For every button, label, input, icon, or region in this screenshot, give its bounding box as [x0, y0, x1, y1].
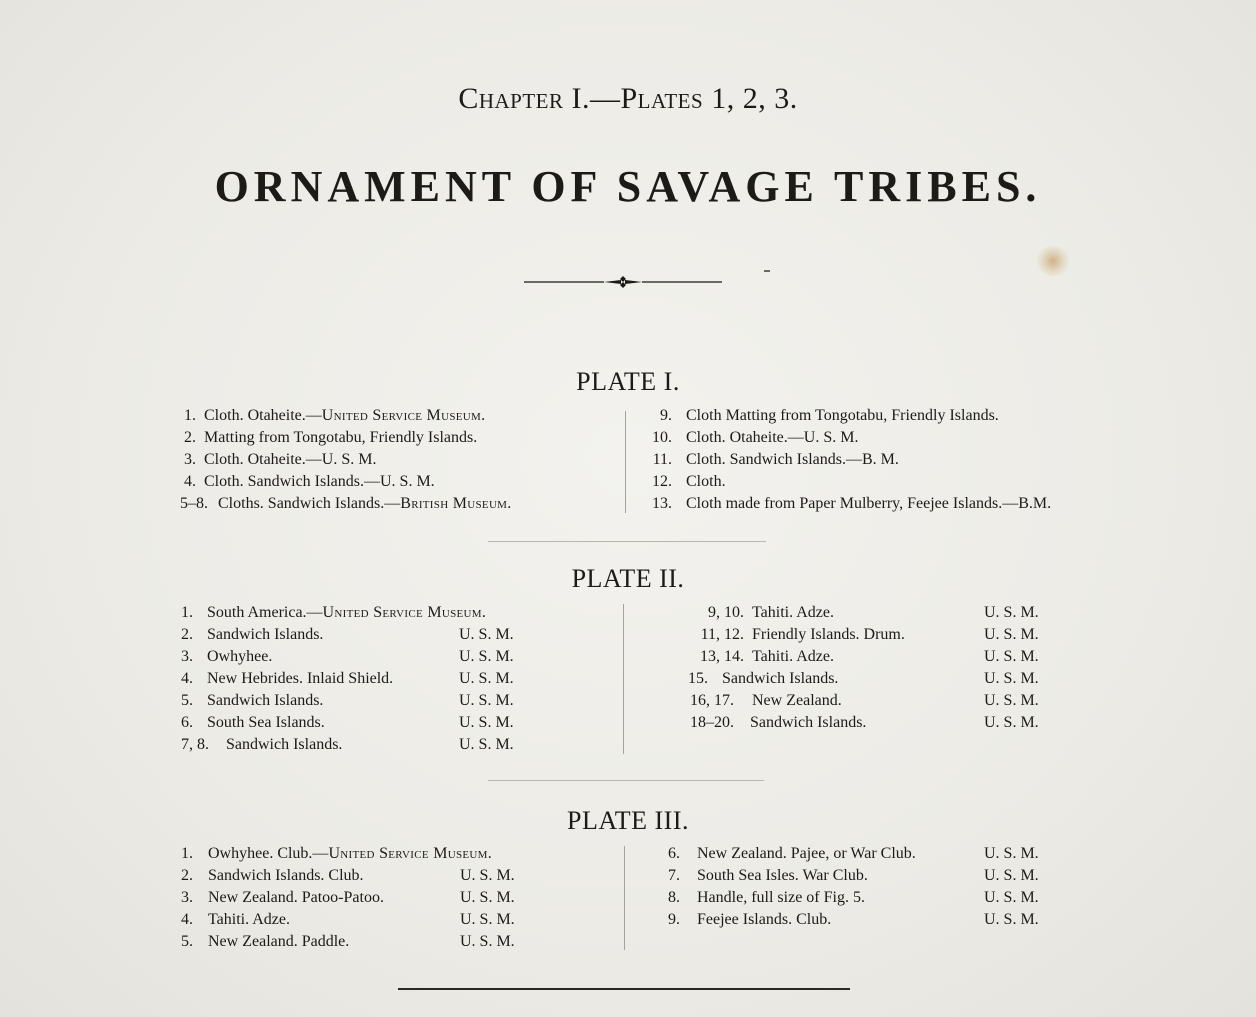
item-number: 18–20. [690, 714, 734, 731]
item-text: Friendly Islands. Drum. [752, 626, 905, 643]
item-text: Cloth. Otaheite.—U. S. M. [686, 429, 859, 446]
plate-3-item [177, 865, 537, 887]
page-title: ORNAMENT OF SAVAGE TRIBES. [214, 162, 1042, 211]
item-text: Sandwich Islands. [207, 692, 324, 709]
plate-2-item [680, 624, 1070, 646]
item-location: U. S. M. [984, 867, 1039, 884]
plate-2-column-divider [623, 604, 624, 754]
plate-3-item [666, 843, 1066, 865]
item-location: U. S. M. [984, 714, 1039, 731]
item-text: Cloths. Sandwich Islands.— [218, 495, 401, 512]
plate-2-item [177, 712, 537, 734]
item-text: South Sea Isles. War Club. [697, 867, 868, 884]
plate-1-heading: PLATE I. [576, 367, 680, 396]
plate-3-column-divider [624, 846, 625, 950]
item-number: 4. [181, 911, 193, 928]
item-number: 2. [181, 867, 193, 884]
section-separator [488, 541, 766, 542]
item-location: U. S. M. [459, 626, 514, 643]
item-number: 4. [181, 670, 193, 687]
item-number: 5–8. [180, 495, 208, 512]
plate-3-heading: PLATE III. [567, 806, 689, 835]
item-location: U. S. M. [984, 889, 1039, 906]
item-text: Cloth Matting from Tongotabu, Friendly Islands. [686, 407, 999, 424]
item-location: U. S. M. [984, 670, 1039, 687]
item-text: New Zealand. [752, 692, 842, 709]
plate-3-item [666, 909, 1066, 931]
item-number: 10. [652, 429, 672, 446]
item-number: 13, 14. [700, 648, 744, 665]
item-text: Sandwich Islands. [750, 714, 867, 731]
item-location: U. S. M. [459, 714, 514, 731]
item-number: 11, 12. [700, 626, 744, 643]
item-text: South Sea Islands. [207, 714, 325, 731]
plate-2-item [177, 624, 537, 646]
item-text: Feejee Islands. Club. [697, 911, 832, 928]
item-number: 3. [184, 451, 196, 468]
item-source: United Service Museum. [328, 845, 493, 862]
item-text: Cloth made from Paper Mulberry, Feejee Islands.—B.M. [686, 495, 1052, 512]
paper-speck [764, 270, 770, 272]
item-text: Cloth. Otaheite.—U. S. M. [204, 451, 377, 468]
item-number: 8. [668, 889, 680, 906]
item-location: U. S. M. [984, 648, 1039, 665]
chapter-word: Chapter [458, 82, 564, 115]
item-number: 11. [652, 451, 672, 468]
plate-2-item [177, 690, 537, 712]
item-location: U. S. M. [459, 692, 514, 709]
section-separator [488, 780, 764, 781]
item-text: Sandwich Islands. [226, 736, 343, 753]
item-number: 9. [668, 911, 680, 928]
item-text: New Zealand. Paddle. [208, 933, 350, 950]
item-location: U. S. M. [459, 670, 514, 687]
item-text: Tahiti. Adze. [752, 604, 834, 621]
closing-rule [398, 988, 850, 990]
item-number: 16, 17. [690, 692, 734, 709]
item-text: Sandwich Islands. [207, 626, 324, 643]
item-text: Cloth. Sandwich Islands.—U. S. M. [204, 473, 435, 490]
item-text: Cloth. Otaheite.— [204, 407, 322, 424]
item-number: 3. [181, 648, 193, 665]
item-source: United Service Museum. [321, 407, 486, 424]
plate-2-item [680, 646, 1070, 668]
item-location: U. S. M. [984, 626, 1039, 643]
item-number: 15. [688, 670, 708, 687]
plate-2-item [680, 602, 1070, 624]
item-text: New Hebrides. Inlaid Shield. [207, 670, 394, 687]
plate-2-item [680, 712, 1070, 734]
plate-3-item [666, 865, 1066, 887]
item-location: U. S. M. [984, 911, 1039, 928]
item-source: United Service Museum. [322, 604, 487, 621]
item-number: 9. [660, 407, 672, 424]
item-text: Sandwich Islands. [722, 670, 839, 687]
item-number: 7, 8. [181, 736, 209, 753]
plate-2-item [177, 668, 537, 690]
item-number: 3. [181, 889, 193, 906]
item-number: 13. [652, 495, 672, 512]
paper-stain [1036, 246, 1070, 276]
item-number: 5. [181, 933, 193, 950]
item-text: Cloth. Sandwich Islands.—B. M. [686, 451, 899, 468]
item-text: Tahiti. Adze. [208, 911, 290, 928]
item-number: 9, 10. [708, 604, 744, 621]
item-source: British Museum. [400, 495, 512, 512]
item-text: Owhyhee. Club.— [208, 845, 329, 862]
item-text: New Zealand. Patoo-Patoo. [208, 889, 384, 906]
plate-3-item [666, 887, 1066, 909]
item-text: Tahiti. Adze. [752, 648, 834, 665]
plate-2-item [177, 734, 537, 756]
item-location: U. S. M. [460, 889, 515, 906]
plate-3-item [177, 909, 537, 931]
item-number: 2. [184, 429, 196, 446]
item-location: U. S. M. [460, 933, 515, 950]
item-number: 4. [184, 473, 196, 490]
item-number: 2. [181, 626, 193, 643]
plate-3-item [177, 887, 537, 909]
item-location: U. S. M. [984, 845, 1039, 862]
plates-numbers: 1, 2, 3. [711, 82, 798, 115]
item-number: 1. [181, 604, 193, 621]
item-location: U. S. M. [459, 648, 514, 665]
plate-1-column-divider [625, 411, 626, 513]
item-location: U. S. M. [459, 736, 514, 753]
item-number: 6. [181, 714, 193, 731]
item-number: 1. [181, 845, 193, 862]
item-text: Sandwich Islands. Club. [208, 867, 364, 884]
item-location: U. S. M. [984, 604, 1039, 621]
item-location: U. S. M. [460, 911, 515, 928]
item-text: Matting from Tongotabu, Friendly Islands. [204, 429, 478, 446]
ornament-divider [524, 274, 722, 290]
plate-2-item [177, 646, 537, 668]
item-number: 6. [668, 845, 680, 862]
plate-3-item [177, 931, 537, 953]
plate-2-item [680, 668, 1070, 690]
item-text: Owhyhee. [207, 648, 273, 665]
item-number: 5. [181, 692, 193, 709]
item-number: 12. [652, 473, 672, 490]
plate-2-item [680, 690, 1070, 712]
item-text: New Zealand. Pajee, or War Club. [697, 845, 916, 862]
chapter-number: I.— [571, 82, 621, 115]
item-location: U. S. M. [460, 867, 515, 884]
item-text: South America.— [207, 604, 323, 621]
item-text: Cloth. [686, 473, 726, 490]
item-number: 7. [668, 867, 680, 884]
plate-2-heading: PLATE II. [571, 564, 685, 593]
plates-word: Plates [620, 82, 704, 115]
item-number: 1. [184, 407, 196, 424]
item-location: U. S. M. [984, 692, 1039, 709]
item-text: Handle, full size of Fig. 5. [697, 889, 865, 906]
chapter-heading [0, 82, 1256, 116]
